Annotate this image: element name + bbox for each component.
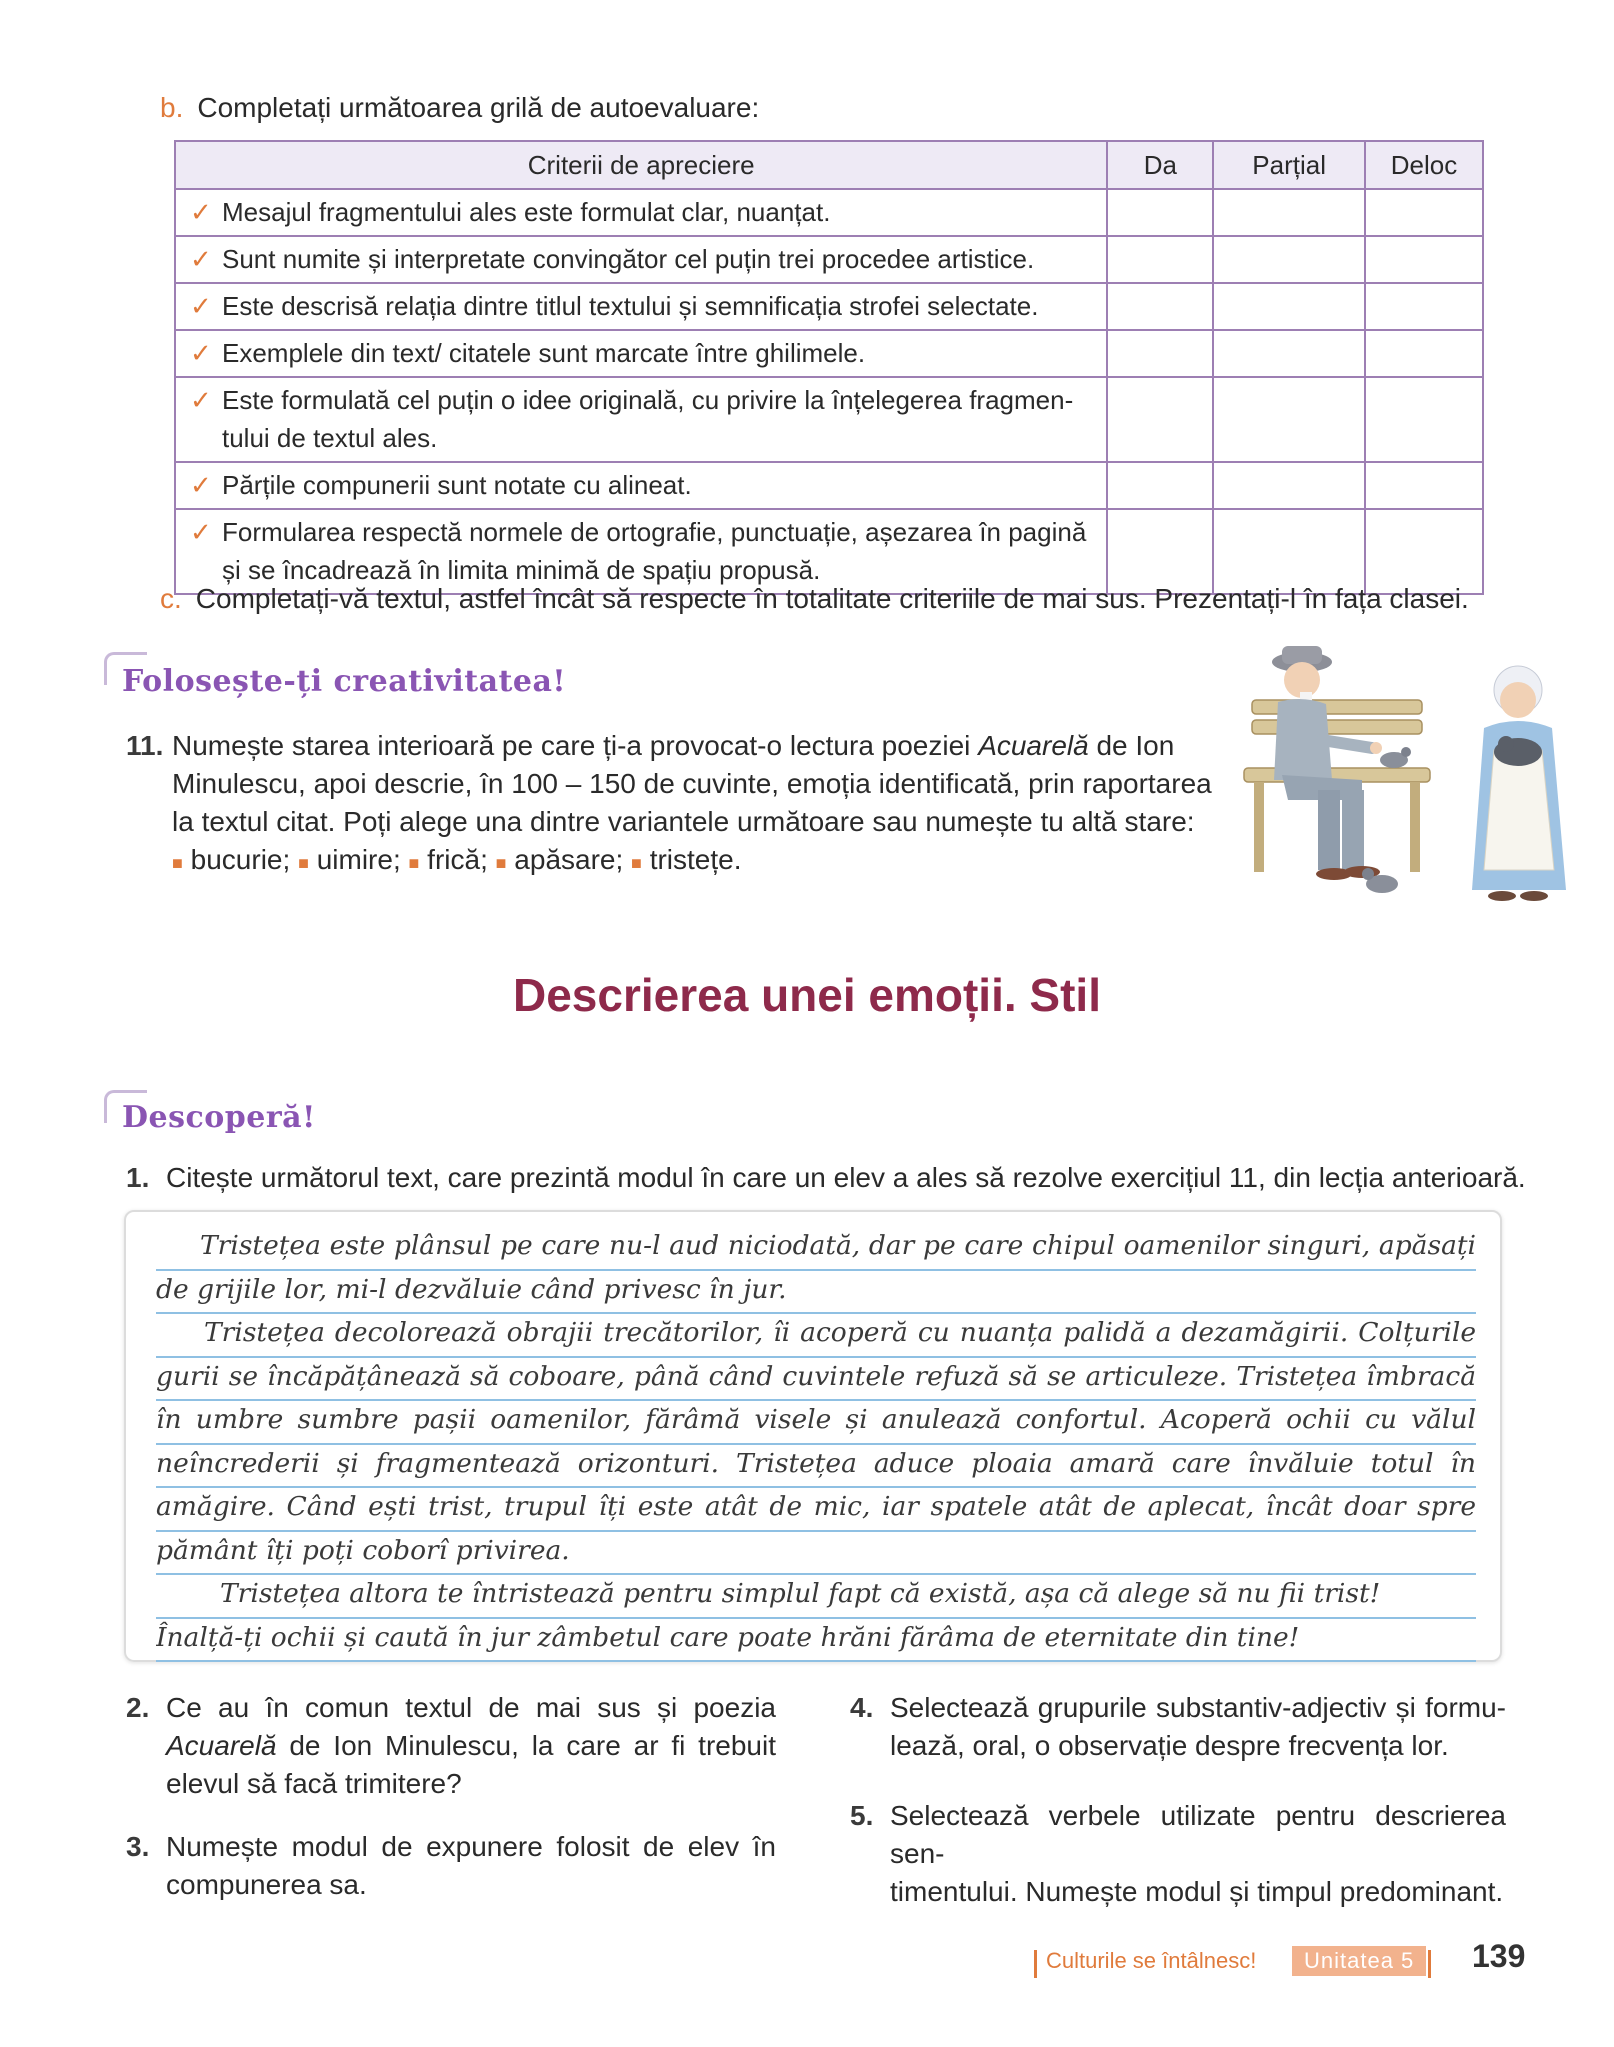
essay-line: gurii se încăpățânează să coboare, până când cuvintele refuză să se articuleze. Tristețea îmbracă (156, 1358, 1476, 1402)
answer-cell-da[interactable] (1107, 462, 1213, 509)
answer-cell-partial[interactable] (1213, 330, 1365, 377)
part-b-instruction (160, 92, 759, 124)
answer-cell-deloc[interactable] (1365, 283, 1483, 330)
exercise-number: 5. (850, 1800, 874, 1831)
exercise-1 (126, 1162, 1526, 1194)
footer-culture-label: Culturile se întâlnesc! (1046, 1948, 1257, 1973)
criterion-cell (175, 283, 1107, 330)
exercise-number: 4. (850, 1692, 874, 1723)
table-header-row (175, 141, 1483, 189)
table-row (175, 462, 1483, 509)
essay-line: Tristețea este plânsul pe care nu-l aud niciodată, dar pe care chipul oamenilor singuri, apăsați (156, 1227, 1476, 1271)
option-bullet-icon: ■ (172, 853, 183, 873)
exercise-5: 5. Selectează verbele utilizate pentru descrierea sen- timentului. Numește modul și timpul predominant. (850, 1797, 1506, 1911)
essay-line: pământ îți poți coborî privirea. (156, 1532, 1476, 1576)
answer-cell-da[interactable] (1107, 189, 1213, 236)
part-c-text: Completați-vă textul, astfel încât să respecte în totalitate criteriile de mai sus. Prezentați-l în fața clasei. (195, 583, 1469, 614)
exercise-11-line-3: la textul citat. Poți alege una dintre variantele următoare sau numește tu altă stare: (172, 806, 1195, 837)
exercise-11 (126, 727, 1212, 882)
student-essay-text (156, 1227, 1476, 1662)
exercise-number: 2. (126, 1692, 150, 1723)
answer-cell-deloc[interactable] (1365, 189, 1483, 236)
answer-cell-partial[interactable] (1213, 189, 1365, 236)
check-icon: ✓ (190, 244, 212, 274)
criterion-text: Părțile compunerii sunt notate cu alineat. (222, 470, 692, 500)
exercise-number: 11. (126, 730, 164, 761)
part-b-letter: b. (160, 92, 184, 123)
criterion-cell (175, 189, 1107, 236)
answer-cell-partial[interactable] (1213, 283, 1365, 330)
essay-line: Tristețea decolorează obrajii trecătorilor, îi acoperă cu nuanța palidă a dezamăgirii. Colțurile (156, 1314, 1476, 1358)
answer-cell-partial[interactable] (1213, 462, 1365, 509)
header-da: Da (1107, 141, 1213, 189)
header-deloc: Deloc (1365, 141, 1483, 189)
exercise-4: 4. Selectează grupurile substantiv-adjectiv și formu- lează, oral, o observație despre frecvența lor. (850, 1689, 1506, 1765)
option-item: frică; (427, 844, 488, 875)
exercise-11-line-2: Minulescu, apoi descrie, în 100 – 150 de cuvinte, emoția identificată, prin raportarea (172, 768, 1212, 799)
elderly-couple-illustration (1222, 640, 1582, 912)
answer-cell-deloc[interactable] (1365, 330, 1483, 377)
header-criteria: Criterii de apreciere (175, 141, 1107, 189)
footer-unit-badge: Unitatea 5 (1292, 1946, 1426, 1976)
table-row (175, 236, 1483, 283)
check-icon: ✓ (190, 197, 212, 227)
table-row (175, 377, 1483, 462)
criterion-text-continued: și se încadrează în limita minimă de spațiu propusă. (222, 555, 821, 585)
emotion-options (172, 841, 1196, 882)
part-c-instruction (160, 583, 1469, 615)
part-b-text: Completați următoarea grilă de autoevaluare: (197, 92, 760, 123)
answer-cell-deloc[interactable] (1365, 462, 1483, 509)
answer-cell-da[interactable] (1107, 236, 1213, 283)
exercise-number: 1. (126, 1162, 150, 1193)
criterion-cell (175, 462, 1107, 509)
answer-cell-da[interactable] (1107, 330, 1213, 377)
answer-cell-deloc[interactable] (1365, 377, 1483, 462)
self-evaluation-table (174, 140, 1484, 595)
criterion-text: Este formulată cel puțin o idee originală, cu privire la înțelegerea fragmen- (222, 385, 1074, 415)
check-icon: ✓ (190, 517, 212, 547)
essay-line: Înalță-ți ochii și caută în jur zâmbetul care poate hrăni fărâma de eternitate din tine! (156, 1619, 1476, 1663)
essay-line: în umbre sumbre pașii oamenilor, fărâmă visele și anulează confortul. Acoperă ochii cu vălul (156, 1401, 1476, 1445)
table-row (175, 283, 1483, 330)
exercise-1-text: Citește următorul text, care prezintă modul în care un elev a ales să rezolve exercițiul 11, din lecția anterioară. (166, 1162, 1526, 1193)
check-icon: ✓ (190, 385, 212, 415)
essay-line: neîncrederii și fragmentează orizonturi. Tristețea aduce ploaia amară care învăluie totul în (156, 1445, 1476, 1489)
exercise-3: 3. Numește modul de expunere folosit de elev în compunerea sa. (126, 1828, 776, 1904)
criterion-text: Este descrisă relația dintre titlul textului și semnificația strofei selectate. (222, 291, 1039, 321)
section-heading-creativity: Folosește-ți creativitatea! (122, 664, 567, 699)
criterion-cell (175, 377, 1107, 462)
criterion-cell (175, 236, 1107, 283)
answer-cell-da[interactable] (1107, 283, 1213, 330)
criterion-text: Mesajul fragmentului ales este formulat clar, nuanțat. (222, 197, 831, 227)
table-row (175, 189, 1483, 236)
page-title: Descrierea unei emoții. Stil (512, 969, 1101, 1021)
section-heading-discover: Descoperă! (122, 1100, 316, 1135)
answer-cell-partial[interactable] (1213, 236, 1365, 283)
option-bullet-icon: ■ (631, 853, 642, 873)
check-icon: ✓ (190, 338, 212, 368)
criterion-cell (175, 509, 1107, 594)
essay-line: de grijile lor, mi-l dezvăluie când privesc în jur. (156, 1271, 1476, 1315)
essay-line: Tristețea altora te întristează pentru simplul fapt că există, așa că alege să nu fii trist! (156, 1575, 1476, 1619)
criterion-text: Sunt numite și interpretate convingător cel puțin trei procedee artistice. (222, 244, 1035, 274)
part-c-letter: c. (160, 583, 182, 614)
page-number: 139 (1472, 1938, 1526, 1974)
option-item: uimire; (316, 844, 401, 875)
answer-cell-deloc[interactable] (1365, 236, 1483, 283)
check-icon: ✓ (190, 470, 212, 500)
option-bullet-icon: ■ (408, 853, 420, 873)
exercise-2: 2. Ce au în comun textul de mai sus și poezia Acuarelă de Ion Minulescu, la care ar fi trebuit elevul să facă trimitere? (126, 1689, 776, 1803)
option-item: tristețe. (649, 844, 742, 875)
option-bullet-icon: ■ (495, 853, 507, 873)
table-row (175, 509, 1483, 594)
answer-cell-da[interactable] (1107, 377, 1213, 462)
answer-cell-partial[interactable] (1213, 509, 1365, 594)
check-icon: ✓ (190, 291, 212, 321)
option-bullet-icon: ■ (298, 853, 309, 873)
exercise-number: 3. (126, 1831, 150, 1862)
table-row (175, 330, 1483, 377)
criterion-text: Formularea respectă normele de ortografie, punctuație, așezarea în pagină (222, 517, 1087, 547)
answer-cell-partial[interactable] (1213, 377, 1365, 462)
header-partial: Parțial (1213, 141, 1365, 189)
option-item: bucurie; (190, 844, 291, 875)
footer-divider (1428, 1950, 1431, 1978)
essay-line: amăgire. Când ești trist, trupul îți este atât de mic, iar spatele atât de aplecat, încât doar spre (156, 1488, 1476, 1532)
criterion-text: Exemplele din text/ citatele sunt marcate între ghilimele. (222, 338, 866, 368)
option-item: apăsare; (514, 844, 624, 875)
exercise-11-line-1: Numește starea interioară pe care ți-a provocat-o lectura poeziei Acuarelă de Ion (172, 730, 1175, 761)
answer-cell-deloc[interactable] (1365, 509, 1483, 594)
answer-cell-da[interactable] (1107, 509, 1213, 594)
criterion-cell (175, 330, 1107, 377)
footer-divider (1034, 1950, 1037, 1978)
criterion-text-continued: tului de textul ales. (222, 423, 438, 453)
